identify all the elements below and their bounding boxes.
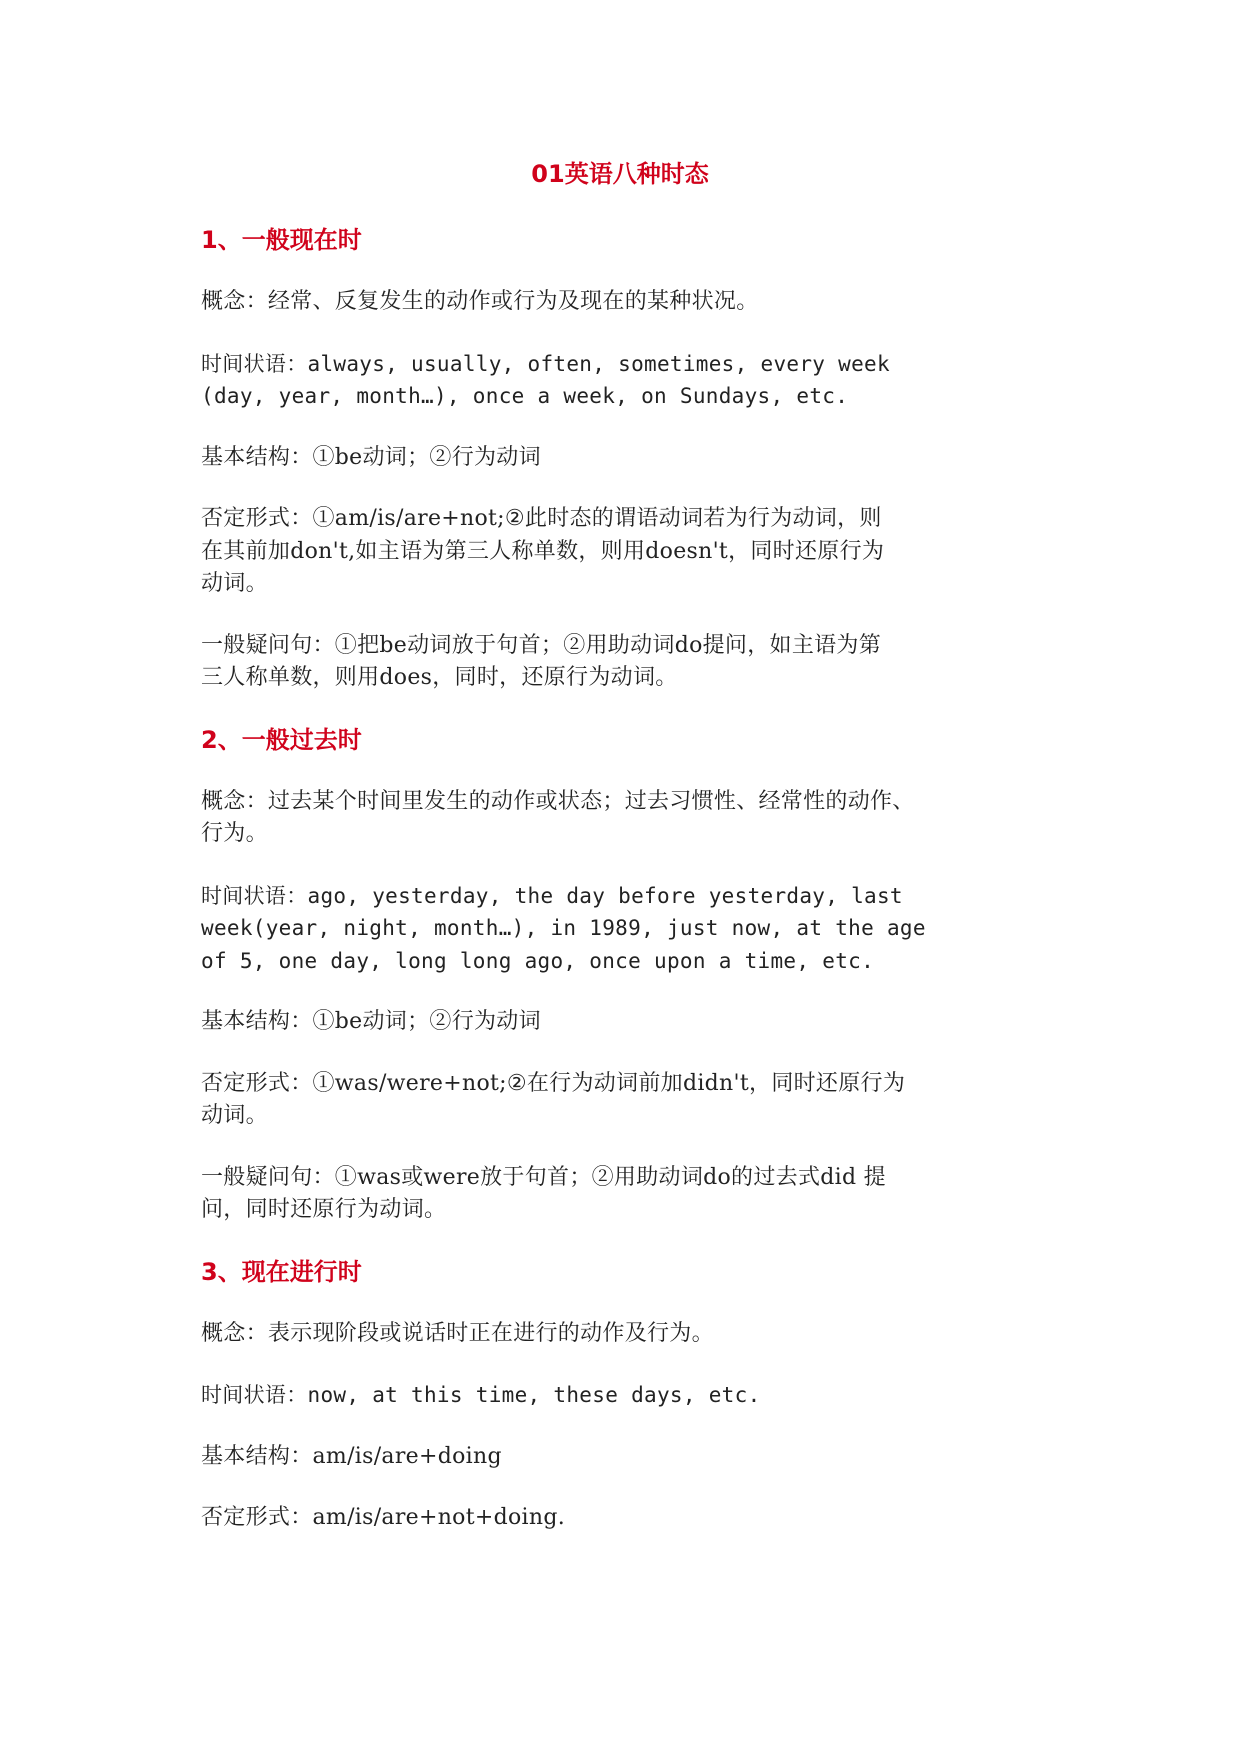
document-title: 01英语八种时态 <box>531 160 709 188</box>
time-adverbials-paragraph: 时间状语：ago, yesterday, the day before yesterday, last week(year, night, month…), in 1989, just now, at the age of 5, one day, long long ago, once upon a time, etc. <box>201 883 926 973</box>
time-adverbials-paragraph: 时间状语：always, usually, often, sometimes, every week (day, year, month…), once a week, on Sundays, etc. <box>201 351 890 408</box>
section-heading: 1、一般现在时 <box>201 226 362 254</box>
section-present-continuous <box>201 1256 1051 1535</box>
section-heading: 3、现在进行时 <box>201 1257 362 1286</box>
document-body <box>201 224 1051 1564</box>
negative-form-paragraph: 否定形式：am/is/are+not+doing. <box>201 1505 566 1530</box>
concept-paragraph: 概念：表示现阶段或说话时正在进行的动作及行为。 <box>201 1320 714 1346</box>
structure-paragraph: 基本结构：am/is/are+doing <box>201 1443 502 1469</box>
question-form-paragraph: 一般疑问句：①把be动词放于句首；②用助动词do提问，如主语为第 三人称单数，则用does，同时，还原行为动词。 <box>201 632 882 690</box>
section-present-simple <box>201 224 1051 695</box>
negative-form-paragraph: 否定形式：①was/were+not;②在行为动词前加didn't，同时还原行为 动词。 <box>201 1070 906 1128</box>
negative-form-paragraph: 否定形式：①am/is/are+not;②此时态的谓语动词若为行为动词，则 在其前加don't,如主语为第三人称单数，则用doesn't，同时还原行为 动词。 <box>201 506 885 596</box>
question-form-paragraph: 一般疑问句：①was或were放于句首；②用助动词do的过去式did 提 问，同时还原行为动词。 <box>201 1164 886 1222</box>
time-adverbials-paragraph: 时间状语：now, at this time, these days, etc. <box>201 1383 761 1407</box>
structure-paragraph: 基本结构：①be动词；②行为动词 <box>201 444 541 470</box>
concept-paragraph: 概念：过去某个时间里发生的动作或状态；过去习惯性、经常性的动作、 行为。 <box>201 788 915 846</box>
section-past-simple <box>201 724 1051 1227</box>
section-heading: 2、一般过去时 <box>201 725 362 754</box>
structure-paragraph: 基本结构：①be动词；②行为动词 <box>201 1009 541 1034</box>
concept-paragraph: 概念：经常、反复发生的动作或行为及现在的某种状况。 <box>201 289 759 314</box>
